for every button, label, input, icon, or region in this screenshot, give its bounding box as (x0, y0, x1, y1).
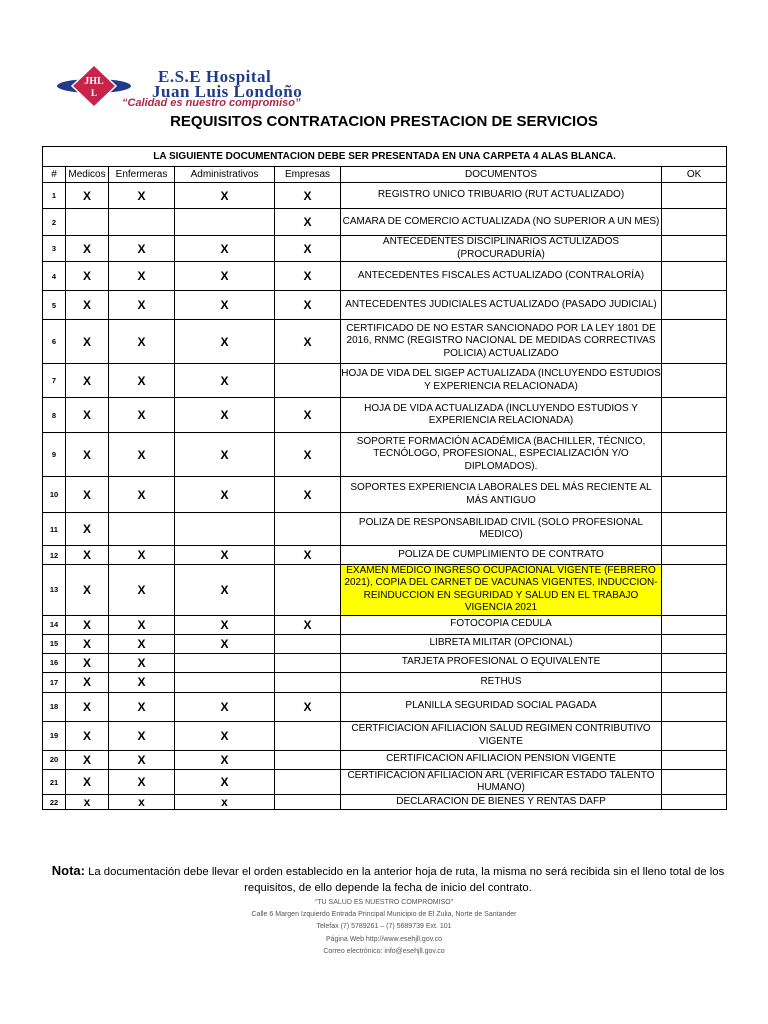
empresas-mark: X (275, 615, 341, 634)
table-row (43, 692, 727, 721)
col-header-number: # (43, 167, 66, 183)
medicos-mark: x (66, 795, 109, 810)
ok-checkbox-cell (662, 364, 727, 398)
row-number: 3 (43, 236, 66, 262)
document-name: ANTECEDENTES FISCALES ACTUALIZADO (CONTRALORÍA) (341, 262, 662, 291)
svg-text:JHL: JHL (84, 76, 104, 87)
letterhead (56, 64, 376, 114)
document-name: CERTIFICACION AFILIACION PENSION VIGENTE (341, 750, 662, 769)
administrativos-mark: X (175, 769, 275, 795)
row-number: 10 (43, 477, 66, 513)
svg-text:L: L (90, 88, 98, 98)
enfermeras-mark: X (109, 653, 175, 672)
footer-address: Calle 6 Margen Izquierdo Entrada Principal Municipio de El Zulia, Norte de Santander (251, 911, 517, 919)
col-header-medicos: Medicos (66, 167, 109, 183)
footer-motto: “TU SALUD ES NUESTRO COMPROMISO” (314, 899, 454, 906)
page-title: REQUISITOS CONTRATACION PRESTACION DE SERVICIOS (170, 113, 598, 130)
medicos-mark: X (66, 183, 109, 209)
row-number: 1 (43, 183, 66, 209)
enfermeras-mark (109, 513, 175, 546)
row-number: 7 (43, 364, 66, 398)
empresas-mark: X (275, 291, 341, 320)
document-name: HOJA DE VIDA DEL SIGEP ACTUALIZADA (INCLUYENDO ESTUDIOS Y EXPERIENCIA RELACIONADA) (341, 364, 662, 398)
medicos-mark: X (66, 477, 109, 513)
medicos-mark: X (66, 565, 109, 616)
enfermeras-mark: X (109, 262, 175, 291)
row-number: 11 (43, 513, 66, 546)
table-row (43, 433, 727, 477)
ok-checkbox-cell (662, 565, 727, 616)
medicos-mark (66, 209, 109, 236)
hospital-name-line2: Juan Luis Londoño (152, 82, 303, 101)
administrativos-mark: x (175, 795, 275, 810)
medicos-mark: X (66, 750, 109, 769)
enfermeras-mark: X (109, 565, 175, 616)
document-name: RETHUS (341, 672, 662, 692)
row-number: 9 (43, 433, 66, 477)
row-number: 5 (43, 291, 66, 320)
row-number: 14 (43, 615, 66, 634)
document-name: EXAMEN MEDICO INGRESO OCUPACIONAL VIGENTE (FEBRERO 2021), COPIA DEL CARNET DE VACUNAS VIGENTES, INDUCCION-REINDUCCION EN SEGURIDAD Y SALUD EN EL TRABAJO VIGENCIA 2021 (341, 565, 662, 616)
empresas-mark (275, 653, 341, 672)
medicos-mark: X (66, 634, 109, 653)
ok-checkbox-cell (662, 750, 727, 769)
row-number: 18 (43, 692, 66, 721)
ok-checkbox-cell (662, 634, 727, 653)
table-row (43, 565, 727, 616)
table-row (43, 769, 727, 795)
empresas-mark: X (275, 262, 341, 291)
empresas-mark: X (275, 320, 341, 364)
table-row (43, 477, 727, 513)
empresas-mark: X (275, 398, 341, 433)
medicos-mark: X (66, 320, 109, 364)
ok-checkbox-cell (662, 209, 727, 236)
medicos-mark: X (66, 291, 109, 320)
table-row (43, 795, 727, 810)
footer-email: Correo electrónico: info@esehjll.gov.co (323, 947, 445, 955)
administrativos-mark: X (175, 364, 275, 398)
enfermeras-mark: X (109, 364, 175, 398)
footer-contact (0, 897, 768, 958)
empresas-mark (275, 565, 341, 616)
row-number: 8 (43, 398, 66, 433)
enfermeras-mark: X (109, 398, 175, 433)
document-name: FOTOCOPIA CEDULA (341, 615, 662, 634)
nota-text: La documentación debe llevar el orden establecido en la anterior hoja de ruta, la misma no será recibida sin el lleno total de los requisitos, de ello depende la fecha de inicio del contrato. (84, 866, 725, 894)
medicos-mark: X (66, 615, 109, 634)
footer-website: Página Web http://www.esehjll.gov.co (325, 935, 443, 943)
document-name: ANTECEDENTES DISCIPLINARIOS ACTULIZADOS (PROCURADURÍA) (341, 236, 662, 262)
table-row (43, 513, 727, 546)
table-banner: LA SIGUIENTE DOCUMENTACION DEBE SER PRESENTADA EN UNA CARPETA 4 ALAS BLANCA. (43, 147, 727, 167)
medicos-mark: X (66, 769, 109, 795)
empresas-mark: X (275, 236, 341, 262)
ok-checkbox-cell (662, 615, 727, 634)
row-number: 2 (43, 209, 66, 236)
row-number: 22 (43, 795, 66, 810)
medicos-mark: X (66, 513, 109, 546)
medicos-mark: X (66, 262, 109, 291)
row-number: 17 (43, 672, 66, 692)
medicos-mark: X (66, 398, 109, 433)
administrativos-mark: X (175, 615, 275, 634)
row-number: 4 (43, 262, 66, 291)
document-name: REGISTRO UNICO TRIBUARIO (RUT ACTUALIZADO) (341, 183, 662, 209)
col-header-enfermeras: Enfermeras (109, 167, 175, 183)
col-header-empresas: Empresas (275, 167, 341, 183)
administrativos-mark (175, 653, 275, 672)
enfermeras-mark (109, 209, 175, 236)
ok-checkbox-cell (662, 795, 727, 810)
document-name: CERTFICIACION AFILIACION SALUD REGIMEN CONTRIBUTIVO VIGENTE (341, 721, 662, 750)
table-row (43, 750, 727, 769)
document-name: CERTIFICACION AFILIACION ARL (VERIFICAR ESTADO TALENTO HUMANO) (341, 769, 662, 795)
hospital-logo-icon (56, 64, 132, 108)
ok-checkbox-cell (662, 291, 727, 320)
enfermeras-mark: X (109, 672, 175, 692)
row-number: 12 (43, 546, 66, 565)
ok-checkbox-cell (662, 477, 727, 513)
empresas-mark (275, 721, 341, 750)
enfermeras-mark: X (109, 320, 175, 364)
administrativos-mark: X (175, 750, 275, 769)
enfermeras-mark: X (109, 477, 175, 513)
row-number: 19 (43, 721, 66, 750)
administrativos-mark: X (175, 433, 275, 477)
nota-label: Nota: (51, 863, 85, 878)
table-row (43, 209, 727, 236)
table-row (43, 320, 727, 364)
enfermeras-mark: X (109, 750, 175, 769)
document-name: POLIZA DE CUMPLIMIENTO DE CONTRATO (341, 546, 662, 565)
nota-paragraph (48, 863, 728, 896)
document-name: POLIZA DE RESPONSABILIDAD CIVIL (SOLO PROFESIONAL MEDICO) (341, 513, 662, 546)
hospital-name-line1: E.S.E Hospital (158, 67, 272, 86)
ok-checkbox-cell (662, 546, 727, 565)
table-body (43, 183, 727, 810)
empresas-mark (275, 513, 341, 546)
table-row (43, 291, 727, 320)
document-name: CERTIFICADO DE NO ESTAR SANCIONADO POR LA LEY 1801 DE 2016, RNMC (REGISTRO NACIONAL DE MEDIDAS CORRECTIVAS POLICIA) ACTUALIZADO (341, 320, 662, 364)
table-row (43, 615, 727, 634)
table-row (43, 672, 727, 692)
ok-checkbox-cell (662, 692, 727, 721)
table-row (43, 398, 727, 433)
document-name: LIBRETA MILITAR (OPCIONAL) (341, 634, 662, 653)
administrativos-mark: X (175, 546, 275, 565)
enfermeras-mark: X (109, 634, 175, 653)
enfermeras-mark: X (109, 615, 175, 634)
administrativos-mark: X (175, 236, 275, 262)
row-number: 15 (43, 634, 66, 653)
col-header-administrativos: Administrativos (175, 167, 275, 183)
medicos-mark: X (66, 236, 109, 262)
empresas-mark (275, 634, 341, 653)
empresas-mark: X (275, 433, 341, 477)
table-row (43, 653, 727, 672)
row-number: 13 (43, 565, 66, 616)
enfermeras-mark: X (109, 769, 175, 795)
document-name: DECLARACION DE BIENES Y RENTAS DAFP (341, 795, 662, 810)
row-number: 21 (43, 769, 66, 795)
ok-checkbox-cell (662, 262, 727, 291)
enfermeras-mark: X (109, 546, 175, 565)
empresas-mark: X (275, 692, 341, 721)
administrativos-mark: X (175, 320, 275, 364)
row-number: 20 (43, 750, 66, 769)
administrativos-mark (175, 513, 275, 546)
ok-checkbox-cell (662, 653, 727, 672)
enfermeras-mark: X (109, 721, 175, 750)
medicos-mark: X (66, 546, 109, 565)
table-row (43, 262, 727, 291)
empresas-mark: X (275, 209, 341, 236)
ok-checkbox-cell (662, 721, 727, 750)
administrativos-mark: X (175, 183, 275, 209)
ok-checkbox-cell (662, 398, 727, 433)
medicos-mark: X (66, 672, 109, 692)
administrativos-mark: X (175, 262, 275, 291)
ok-checkbox-cell (662, 183, 727, 209)
empresas-mark: X (275, 183, 341, 209)
ok-checkbox-cell (662, 433, 727, 477)
table-row (43, 364, 727, 398)
empresas-mark (275, 769, 341, 795)
table-header-row (43, 167, 727, 183)
enfermeras-mark: X (109, 183, 175, 209)
medicos-mark: X (66, 364, 109, 398)
enfermeras-mark: x (109, 795, 175, 810)
empresas-mark (275, 672, 341, 692)
requirements-table (42, 146, 727, 810)
table-row (43, 634, 727, 653)
document-name: CAMARA DE COMERCIO ACTUALIZADA (NO SUPERIOR A UN MES) (341, 209, 662, 236)
row-number: 16 (43, 653, 66, 672)
enfermeras-mark: X (109, 291, 175, 320)
hospital-slogan: “Calidad es nuestro compromiso” (122, 97, 301, 109)
ok-checkbox-cell (662, 236, 727, 262)
administrativos-mark: X (175, 692, 275, 721)
empresas-mark (275, 795, 341, 810)
medicos-mark: X (66, 433, 109, 477)
col-header-documentos: DOCUMENTOS (341, 167, 662, 183)
administrativos-mark: X (175, 477, 275, 513)
row-number: 6 (43, 320, 66, 364)
table-row (43, 546, 727, 565)
document-name: PLANILLA SEGURIDAD SOCIAL PAGADA (341, 692, 662, 721)
document-name: ANTECEDENTES JUDICIALES ACTUALIZADO (PASADO JUDICIAL) (341, 291, 662, 320)
empresas-mark (275, 364, 341, 398)
administrativos-mark (175, 209, 275, 236)
empresas-mark (275, 750, 341, 769)
administrativos-mark: X (175, 291, 275, 320)
table-row (43, 721, 727, 750)
document-name: SOPORTE FORMACIÓN ACADÉMICA (BACHILLER, TÉCNICO, TECNÓLOGO, PROFESIONAL, ESPECIALIZACIÓN Y/O DIPLOMADOS). (341, 433, 662, 477)
enfermeras-mark: X (109, 236, 175, 262)
administrativos-mark: X (175, 565, 275, 616)
empresas-mark: X (275, 477, 341, 513)
enfermeras-mark: X (109, 433, 175, 477)
administrativos-mark: X (175, 634, 275, 653)
col-header-ok: OK (662, 167, 727, 183)
ok-checkbox-cell (662, 513, 727, 546)
medicos-mark: X (66, 653, 109, 672)
footer-phone: Telefax (7) 5789261 – (7) 5689739 Ext. 101 (316, 923, 452, 931)
empresas-mark: X (275, 546, 341, 565)
ok-checkbox-cell (662, 769, 727, 795)
administrativos-mark: X (175, 721, 275, 750)
ok-checkbox-cell (662, 672, 727, 692)
document-name: HOJA DE VIDA ACTUALIZADA (INCLUYENDO ESTUDIOS Y EXPERIENCIA RELACIONADA) (341, 398, 662, 433)
ok-checkbox-cell (662, 320, 727, 364)
enfermeras-mark: X (109, 692, 175, 721)
document-name: TARJETA PROFESIONAL O EQUIVALENTE (341, 653, 662, 672)
table-row (43, 183, 727, 209)
table-row (43, 236, 727, 262)
administrativos-mark: X (175, 398, 275, 433)
administrativos-mark (175, 672, 275, 692)
document-name: SOPORTES EXPERIENCIA LABORALES DEL MÁS RECIENTE AL MÁS ANTIGUO (341, 477, 662, 513)
medicos-mark: X (66, 692, 109, 721)
medicos-mark: X (66, 721, 109, 750)
